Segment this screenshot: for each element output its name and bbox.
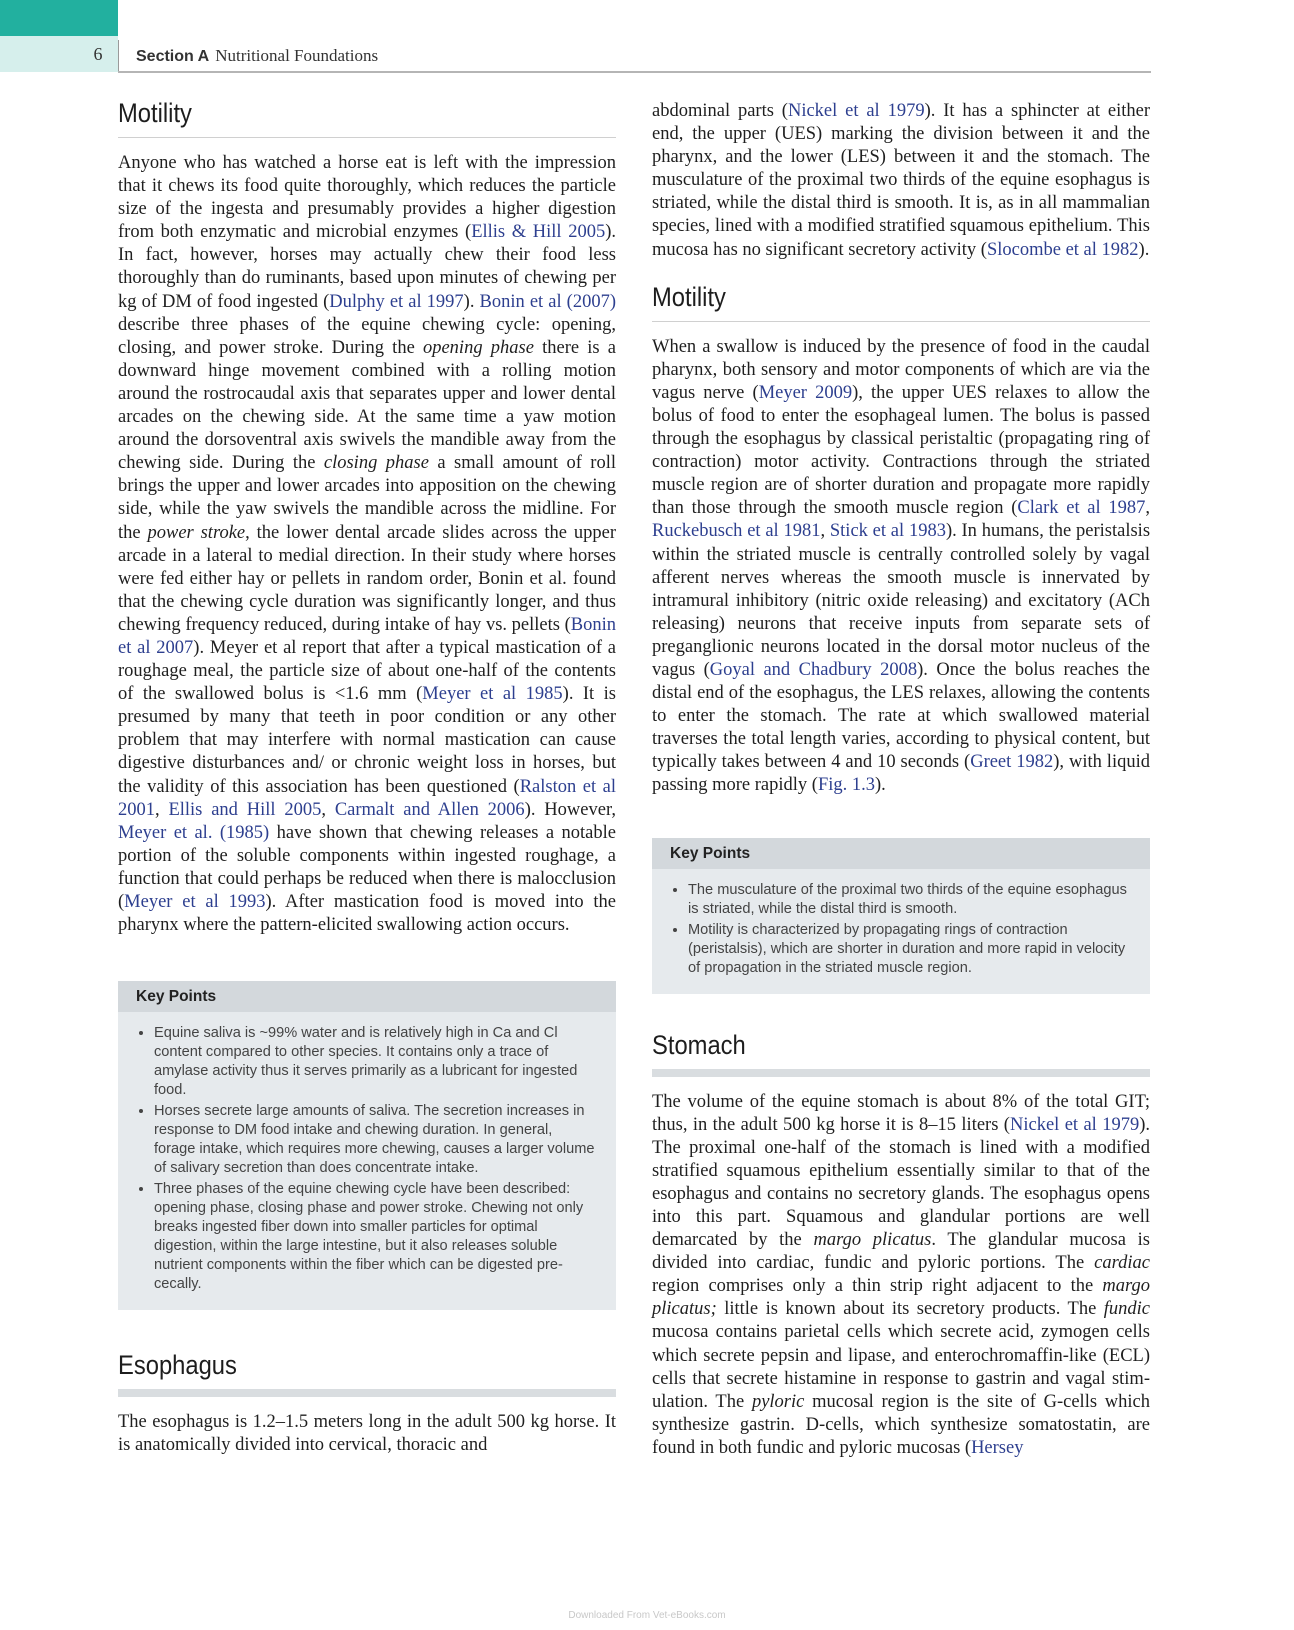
heading-esophagus: Esophagus (118, 1350, 237, 1381)
citation-link[interactable]: Dulphy et al 1997 (329, 291, 464, 312)
italic-term: pyloric (751, 1391, 805, 1412)
citation-link[interactable]: Bonin et al (2007) (479, 291, 616, 312)
heading-rule-thick (652, 1069, 1150, 1077)
heading-motility-esophagus: Motility (652, 281, 726, 312)
citation-link[interactable]: Ellis and Hill 2005 (168, 799, 322, 820)
heading-stomach: Stomach (652, 1029, 746, 1060)
italic-term: closing phase (323, 453, 429, 474)
header-rule (118, 71, 1151, 73)
section-label: Section A (136, 48, 210, 65)
citation-link[interactable]: Meyer et al 1993 (124, 892, 266, 912)
citation-link[interactable]: Hersey (971, 1437, 1024, 1458)
heading-rule (118, 137, 616, 138)
right-column (652, 92, 1150, 1460)
citation-link[interactable]: Stick et al 1983 (829, 521, 946, 542)
header-separator (118, 40, 119, 72)
citation-link[interactable]: Nickel et al 1979 (1009, 1114, 1140, 1135)
citation-link[interactable]: Greet 1982 (970, 752, 1054, 773)
italic-term: margo plicatus; (652, 1276, 1150, 1320)
key-points-box-saliva (118, 981, 616, 1310)
key-points-box-esophagus (652, 838, 1150, 994)
running-header (0, 36, 1294, 72)
italic-term: opening phase (422, 337, 534, 358)
italic-term: margo plicatus (813, 1230, 932, 1251)
italic-term: cardiac (1094, 1253, 1150, 1274)
key-points-list (118, 1012, 616, 1310)
heading-rule-thick (118, 1389, 616, 1397)
key-point-item: • Three phases of the equine chewing cycle have been described: opening phase, closing phase and power stroke. Chewing not only breaks ingested fiber down into smaller particles for optimal digestion, within the large intestine, but it also releases soluble nutrient components within the fiber which can be digested pre-cecally. (154, 1180, 596, 1294)
paragraph-esophagus: The esophagus is 1.2–1.5 meters long in the adult 500 kg horse. It is anatomically divided into cervical, thoracic and (118, 1412, 616, 1456)
italic-term: power stroke (147, 522, 246, 543)
page-number: 6 (93, 44, 103, 64)
citation-link[interactable]: Ellis & Hill 2005 (471, 222, 606, 243)
paragraph-stomach: The volume of the equine stomach is about 8% of the total GIT; thus, in the adult 500 kg horse it is 8–15 liters (Nickel et al 1979). The proximal one-half of the stomach is lined with a modified stratified squamous epithelium essentially similar to that of the esophagus and contains no secretory glands. The esophagus opens into this part. Squamous and glandular portions are well demarcated by the margo plicatus. The glandular mucosa is divided into cardiac, fundic and pyloric portions. The cardiac region comprises only a thin strip right adjacent to the margo plicatus; little is known about its secretory products. The fundic mucosa contains parietal cells which secrete acid, zymogen cells which secrete pepsin and lipase, and enterochromaffin-like (ECL) cells that secrete histamine in response to gastrin and vagal stimulation. The pyloric mucosal region is the site of G-cells which synthesize gastrin. D-cells, which synthesize somatostatin, are found in both fundic and pyloric mucosas (Hersey (652, 1091, 1151, 1458)
citation-link[interactable]: Clark et al 1987 (1017, 498, 1146, 519)
citation-link[interactable]: Slocombe et al 1982 (986, 239, 1139, 260)
citation-link[interactable]: Meyer 2009 (758, 382, 853, 403)
paragraph-esophagus-continued: abdominal parts (Nickel et al 1979). It has a sphincter at either end, the upper (UES) marking the division between it and the pharynx, and the lower (LES) between it and the stomach. The musculature of the proximal two thirds of the equine esophagus is striated, while the distal third is smooth. It is, as in all mammalian species, lined with a modified stratified squamous epithelium. This mucosa has no significant secretory activity (Slocombe et al 1982). (652, 101, 1151, 260)
citation-link[interactable]: Ruckebusch et al 1981 (652, 521, 821, 542)
citation-link[interactable]: Meyer et al. (1985) (118, 822, 270, 843)
key-point-item: • The musculature of the proximal two thirds of the equine esophagus is striated, while the distal third is smooth. (688, 881, 1130, 919)
download-watermark: Downloaded From Vet-eBooks.com (568, 1610, 726, 1621)
key-points-title: Key Points (652, 838, 1150, 869)
paragraph-swallow: When a swallow is induced by the presence of food in the caudal pharynx, both sensory and motor components of which are via the vagus nerve (Meyer 2009), the upper UES relaxes to allow the bolus of food to enter the esophageal lumen. The bolus is passed through the esophagus by classical peristaltic (propagating ring of contraction) motor activity. Contractions through the striated muscle region are of shorter duration and propagate more rapidly than those through the smooth muscle region (Clark et al 1987, Ruckebusch et al 1981, Stick et al 1983). In humans, the peristalsis within the striated muscle is centrally controlled solely by vagal afferent nerves whereas the smooth muscle is innervated by intramural inhibitory (nitric oxide releasing) and excitatory (ACh releasing) neurons that receive inputs from separate sets of preganglionic neurons located in the dorsal motor nucleus of the vagus (Goyal and Chadbury 2008). Once the bolus reaches the distal end of the esophagus, the LES relaxes, allowing the contents to enter the stomach. The rate at which swallowed material traverses the total length varies, according to physical content, but typically takes between 4 and 10 seconds (Greet 1982), with liquid passing more rapidly (Fig. 1.3). (652, 336, 1151, 796)
header-color-tab (0, 0, 118, 36)
citation-link[interactable]: Carmalt and Allen 2006 (334, 799, 525, 820)
running-head (136, 46, 378, 66)
key-point-item: • Horses secrete large amounts of saliva. The secretion increases in response to DM food intake and chewing duration. In general, forage intake, which requires more chewing, causes a larger volume of salivary secretion than does concentrate intake. (154, 1102, 596, 1178)
key-points-list (652, 869, 1150, 994)
citation-link[interactable]: Goyal and Chadbury 2008 (709, 659, 918, 680)
citation-link[interactable]: Bonin et al 2007 (118, 614, 616, 658)
citation-link[interactable]: Ralston et al 2001 (118, 776, 617, 820)
key-point-item: • Motility is characterized by propagating rings of contraction (peristalsis), which are shorter in duration and more rapid in velocity of propagation in the striated muscle region. (688, 921, 1130, 978)
citation-link[interactable]: Fig. 1.3 (817, 775, 876, 796)
italic-term: fundic (1103, 1299, 1150, 1320)
left-column (118, 92, 616, 1457)
heading-motility: Motility (118, 98, 192, 128)
citation-link[interactable]: Meyer et al 1985 (422, 684, 563, 705)
key-points-title: Key Points (118, 981, 616, 1012)
key-point-item: • Equine saliva is ~99% water and is relatively high in Ca and Cl content compared to other species. It contains only a trace of amylase activity thus it serves primarily as a lubricant for ingested food. (154, 1024, 596, 1100)
section-title: Nutritional Foundations (215, 46, 379, 65)
paragraph-chewing: Anyone who has watched a horse eat is left with the impression that it chews its food quite thoroughly, which reduces the particle size of the ingesta and presumably provides a higher digestion from both enzymatic and microbial enzymes (Ellis & Hill 2005). In fact, however, horses may actually chew their food less thoroughly than do ruminants, based upon minutes of chewing per kg of DM of food ingested (Dulphy et al 1997). Bonin et al (2007) describe three phases of the equine chewing cycle: opening, closing, and power stroke. During the opening phase there is a downward hinge movement combined with a rolling motion around the rostrocaudal axis that separates upper and lower dental arcades on the chewing side. At the same time a yaw motion around the dorsoventral axis swivels the mandible away from the chewing side. During the closing phase a small amount of roll brings the upper and lower arcades into apposition on the chewing side, while the yaw swivels the mandible across the midline. For the power stroke, the lower dental arcade slides across the upper arcade in a lateral to medial direction. In their study where horses were fed either hay or pellets in random order, Bonin et al. found that the chewing cycle duration was significantly longer, and thus chewing frequency reduced, during intake of hay vs. pellets (Bonin et al 2007). Meyer et al report that after a typical mastication of a roughage meal, the particle size of about one-half of the contents of the swallowed bolus is <1.6 mm (Meyer et al 1985). It is presumed by many that teeth in poor condition or any other problem that may interfere with normal mastication can cause digestive disturbances and/ or chronic weight loss in horses, but the validity of this association has been questioned (Ralston et al 2001, Ellis and Hill 2005, Carmalt and Allen 2006). However, Meyer et al. (1985) have shown that chewing releases a notable portion of the soluble components within ingested roughage, a function that could perhaps be reduced when there is malocclusion (Meyer et al 1993). After mastication food is moved into the pharynx where the pattern-elicited swallowing action occurs. (118, 153, 617, 936)
heading-rule (652, 321, 1150, 322)
citation-link[interactable]: Nickel et al 1979 (787, 101, 925, 121)
